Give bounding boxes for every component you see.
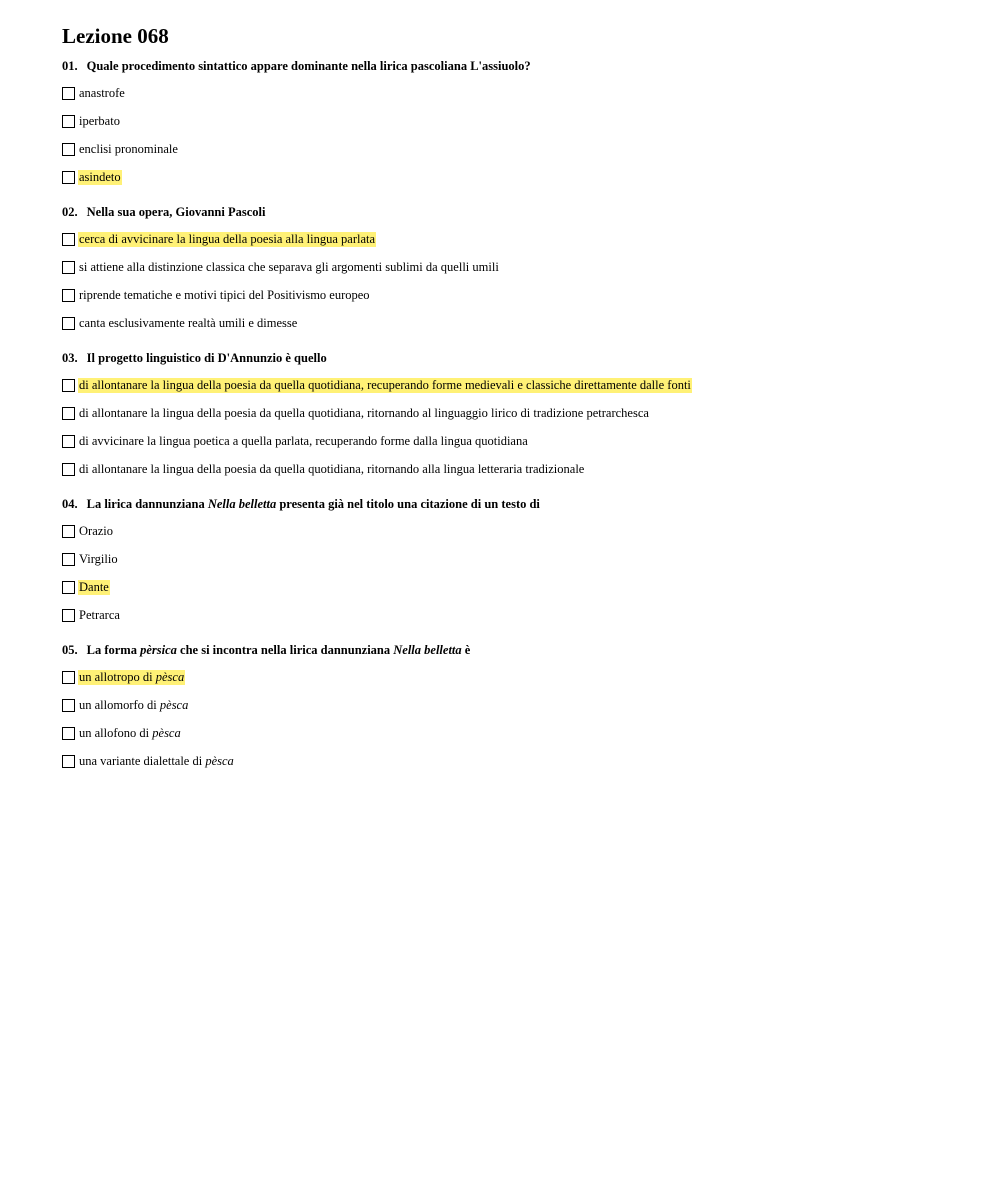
question-text-part: Nella sua opera, Giovanni Pascoli — [86, 205, 266, 219]
question-text — [62, 58, 962, 74]
answer-checkbox[interactable] — [62, 379, 75, 392]
answer-label — [78, 434, 529, 449]
answer-label — [78, 552, 119, 567]
answer-label — [78, 114, 121, 129]
question-number: 02. — [62, 205, 78, 219]
answer-checkbox[interactable] — [62, 755, 75, 768]
question-text — [62, 204, 962, 220]
answer-label — [78, 406, 650, 421]
answer-option[interactable] — [62, 309, 962, 337]
answer-label-part: pèsca — [159, 697, 189, 712]
question-block — [62, 204, 962, 337]
answer-option[interactable] — [62, 545, 962, 573]
answer-option[interactable] — [62, 79, 962, 107]
answer-label-part: un allotropo di — [79, 669, 156, 684]
answer-option[interactable] — [62, 107, 962, 135]
question-text — [62, 496, 962, 512]
question-text-part: Nella belletta — [393, 643, 462, 657]
answer-checkbox[interactable] — [62, 233, 75, 246]
answer-checkbox[interactable] — [62, 143, 75, 156]
question-number: 04. — [62, 497, 78, 511]
answer-option[interactable] — [62, 517, 962, 545]
question-text-part: pèrsica — [140, 643, 177, 657]
answer-label-part: un allofono di — [79, 725, 153, 740]
answer-checkbox[interactable] — [62, 609, 75, 622]
answer-option[interactable] — [62, 163, 962, 191]
answer-label-highlighted — [78, 580, 110, 595]
question-block — [62, 58, 962, 191]
answer-label-part: di allontanare la lingua della poesia da quella quotidiana, ritornando al linguaggio lirico di tradizione petrarchesca — [79, 405, 649, 420]
answer-label — [78, 288, 371, 303]
answer-label-part: Dante — [79, 579, 109, 594]
answer-label-highlighted — [78, 232, 376, 247]
answer-checkbox[interactable] — [62, 407, 75, 420]
answer-checkbox[interactable] — [62, 463, 75, 476]
answer-label-part: asindeto — [79, 169, 121, 184]
question-text-part: La forma — [86, 643, 141, 657]
question-text-part: Quale procedimento sintattico appare dominante nella lirica pascoliana L'assiuolo? — [86, 59, 531, 73]
answer-option[interactable] — [62, 371, 962, 399]
answer-option[interactable] — [62, 747, 962, 775]
answer-label — [78, 726, 182, 741]
answer-label-part: di allontanare la lingua della poesia da quella quotidiana, recuperando forme medievali e classiche direttamente dalle fonti — [79, 377, 691, 392]
answer-label — [78, 524, 114, 539]
answer-label — [78, 316, 298, 331]
answer-label-part: di allontanare la lingua della poesia da quella quotidiana, ritornando alla lingua letteraria tradizionale — [79, 461, 585, 476]
answer-checkbox[interactable] — [62, 261, 75, 274]
answer-label — [78, 142, 179, 157]
answer-label-highlighted — [78, 378, 692, 393]
answer-label-part: di avvicinare la lingua poetica a quella parlata, recuperando forme dalla lingua quotidiana — [79, 433, 528, 448]
answer-option[interactable] — [62, 135, 962, 163]
answer-option[interactable] — [62, 455, 962, 483]
answer-label — [78, 754, 235, 769]
answer-option[interactable] — [62, 573, 962, 601]
answer-checkbox[interactable] — [62, 525, 75, 538]
question-block — [62, 350, 962, 483]
question-text-part: Il progetto linguistico di D'Annunzio è quello — [86, 351, 327, 365]
question-text-part: che si incontra nella lirica dannunziana — [176, 643, 394, 657]
answer-label-part: Virgilio — [79, 551, 118, 566]
question-text-part: presenta già nel titolo una citazione di un testo di — [276, 497, 540, 511]
answer-label-part: pèsca — [205, 753, 234, 768]
answer-label-part: si attiene alla distinzione classica che separava gli argomenti sublimi da quelli umili — [79, 259, 499, 274]
answer-label-part: cerca di avvicinare la lingua della poesia alla lingua parlata — [79, 231, 376, 246]
answer-label-part: pèsca — [152, 725, 181, 740]
answer-option[interactable] — [62, 399, 962, 427]
answer-option[interactable] — [62, 225, 962, 253]
question-block — [62, 496, 962, 629]
question-text-part: Nella belletta — [207, 497, 277, 511]
answer-checkbox[interactable] — [62, 671, 75, 684]
answer-label-part: Petrarca — [79, 607, 120, 622]
answer-checkbox[interactable] — [62, 553, 75, 566]
question-text-part: La lirica dannunziana — [86, 497, 208, 511]
answer-label — [78, 698, 189, 713]
question-number: 03. — [62, 351, 78, 365]
answer-checkbox[interactable] — [62, 581, 75, 594]
question-number: 05. — [62, 643, 78, 657]
answer-checkbox[interactable] — [62, 435, 75, 448]
questions-list — [62, 58, 962, 775]
answer-label-highlighted — [78, 170, 122, 185]
quiz-page — [62, 22, 962, 788]
answer-label-part: un allomorfo di — [79, 697, 160, 712]
answer-label-part: una variante dialettale di — [79, 753, 206, 768]
answer-option[interactable] — [62, 601, 962, 629]
question-text — [62, 642, 962, 658]
answer-option[interactable] — [62, 663, 962, 691]
answer-option[interactable] — [62, 427, 962, 455]
answer-label-part: Orazio — [79, 523, 114, 538]
answer-checkbox[interactable] — [62, 289, 75, 302]
answer-label — [78, 462, 585, 477]
question-text — [62, 350, 962, 366]
answer-label-part: pèsca — [155, 669, 185, 684]
question-text-part: è — [461, 643, 471, 657]
answer-checkbox[interactable] — [62, 171, 75, 184]
answer-label-part: enclisi pronominale — [79, 141, 178, 156]
answer-checkbox[interactable] — [62, 317, 75, 330]
answer-label-part: anastrofe — [79, 85, 125, 100]
answer-option[interactable] — [62, 281, 962, 309]
page-title: Lezione 068 — [62, 24, 169, 48]
answer-option[interactable] — [62, 691, 962, 719]
answer-label-part: canta esclusivamente realtà umili e dimesse — [79, 315, 298, 330]
answer-label — [78, 608, 121, 623]
answer-label — [78, 86, 126, 101]
answer-checkbox[interactable] — [62, 115, 75, 128]
answer-label-highlighted — [78, 670, 185, 685]
answer-label-part: riprende tematiche e motivi tipici del Positivismo europeo — [79, 287, 370, 302]
answer-label-part: iperbato — [79, 113, 120, 128]
answer-option[interactable] — [62, 719, 962, 747]
answer-checkbox[interactable] — [62, 699, 75, 712]
answer-label — [78, 260, 500, 275]
question-block — [62, 642, 962, 775]
answer-checkbox[interactable] — [62, 87, 75, 100]
question-number: 01. — [62, 59, 78, 73]
answer-checkbox[interactable] — [62, 727, 75, 740]
answer-option[interactable] — [62, 253, 962, 281]
